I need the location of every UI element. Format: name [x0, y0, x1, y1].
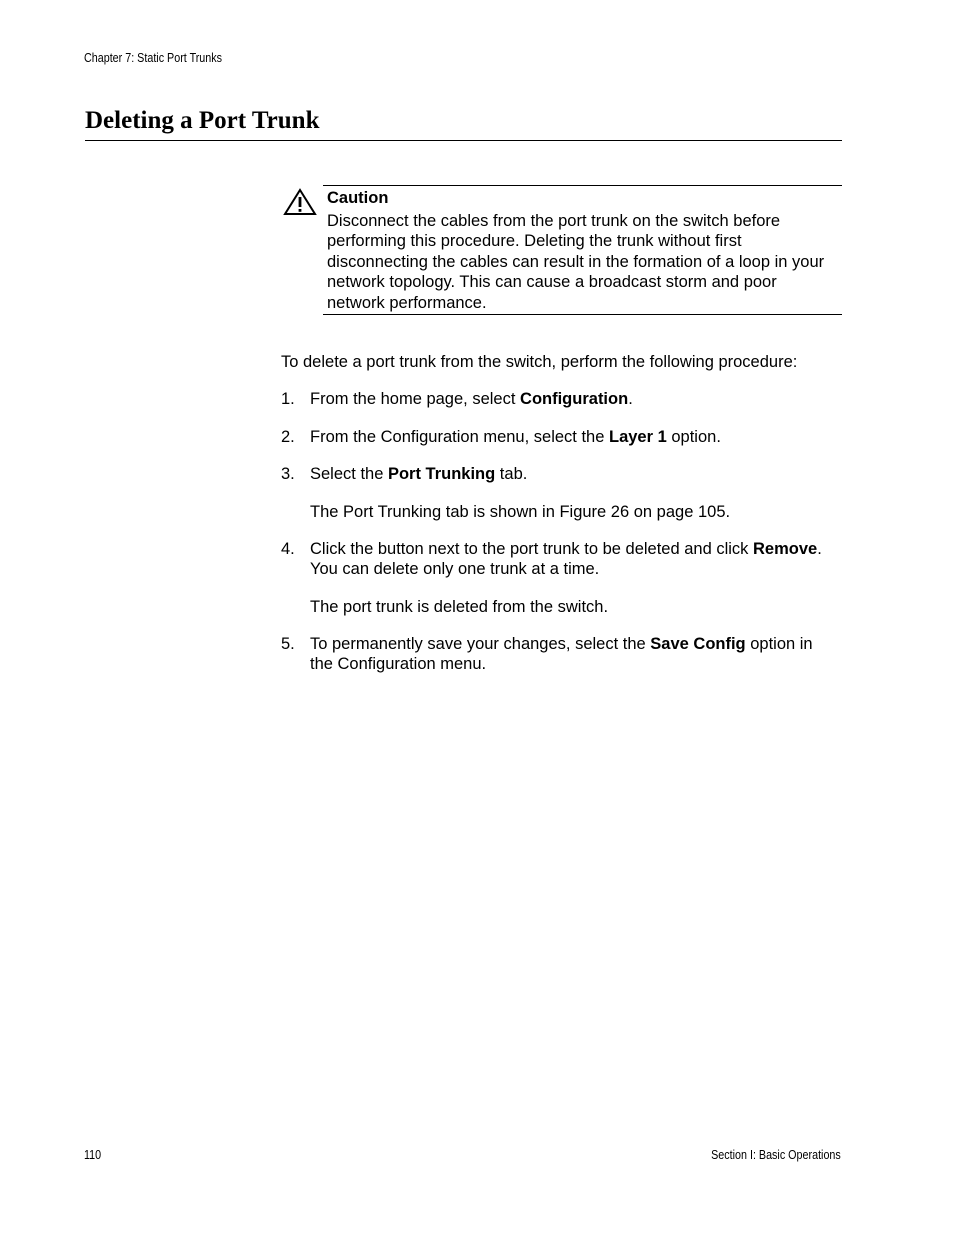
- caution-line: Disconnect the cables from the port trunk on the switch before: [327, 212, 781, 230]
- step-number: 5.: [281, 635, 295, 653]
- step-text: .: [628, 390, 633, 408]
- step-5-text: [310, 634, 813, 654]
- step-text: Click the button next to the port trunk to be deleted and click: [310, 540, 754, 558]
- page-number: 110: [84, 1148, 102, 1162]
- step-4-note: The port trunk is deleted from the switch.: [310, 598, 609, 616]
- step-text: Select the: [310, 465, 388, 483]
- step-text: From the Configuration menu, select the: [310, 428, 609, 446]
- step-text: option in: [745, 635, 813, 653]
- intro-paragraph: To delete a port trunk from the switch, perform the following procedure:: [281, 353, 798, 371]
- step-number: 2.: [281, 428, 295, 446]
- step-3-note: The Port Trunking tab is shown in Figure 26 on page 105.: [310, 503, 731, 521]
- step-1-text: [310, 389, 633, 409]
- step-4-line2: You can delete only one trunk at a time.: [310, 560, 600, 578]
- step-text: option.: [666, 428, 721, 446]
- section-footer: Section I: Basic Operations: [711, 1148, 841, 1162]
- caution-line: disconnecting the cables can result in the formation of a loop in your: [327, 252, 825, 271]
- step-5-line2: the Configuration menu.: [310, 655, 487, 673]
- ui-term: Layer 1: [608, 428, 667, 446]
- caution-line: network topology. This can cause a broadcast storm and poor: [327, 273, 777, 292]
- caution-line: performing this procedure. Deleting the trunk without first: [327, 232, 742, 251]
- step-text: From the home page, select: [310, 390, 521, 408]
- ui-term: Remove: [753, 540, 818, 558]
- caution-text: [327, 211, 842, 313]
- step-text: To permanently save your changes, select the: [310, 635, 651, 653]
- running-header: Chapter 7: Static Port Trunks: [84, 51, 223, 65]
- step-text: tab.: [495, 465, 528, 483]
- step-3-text: [310, 464, 527, 484]
- step-number: 1.: [281, 390, 295, 408]
- ui-term: Configuration: [520, 390, 629, 408]
- caution-line: network performance.: [327, 293, 487, 312]
- step-2-text: [310, 427, 721, 447]
- warning-triangle-icon: [283, 188, 317, 216]
- step-text: .: [817, 540, 822, 558]
- ui-term: Save Config: [650, 635, 746, 653]
- step-number: 4.: [281, 540, 295, 558]
- ui-term: Port Trunking: [387, 465, 496, 483]
- step-4-text: [310, 539, 822, 559]
- caution-label: Caution: [327, 189, 389, 207]
- page-title: Deleting a Port Trunk: [85, 107, 320, 134]
- title-rule: [85, 140, 842, 141]
- step-number: 3.: [281, 465, 295, 483]
